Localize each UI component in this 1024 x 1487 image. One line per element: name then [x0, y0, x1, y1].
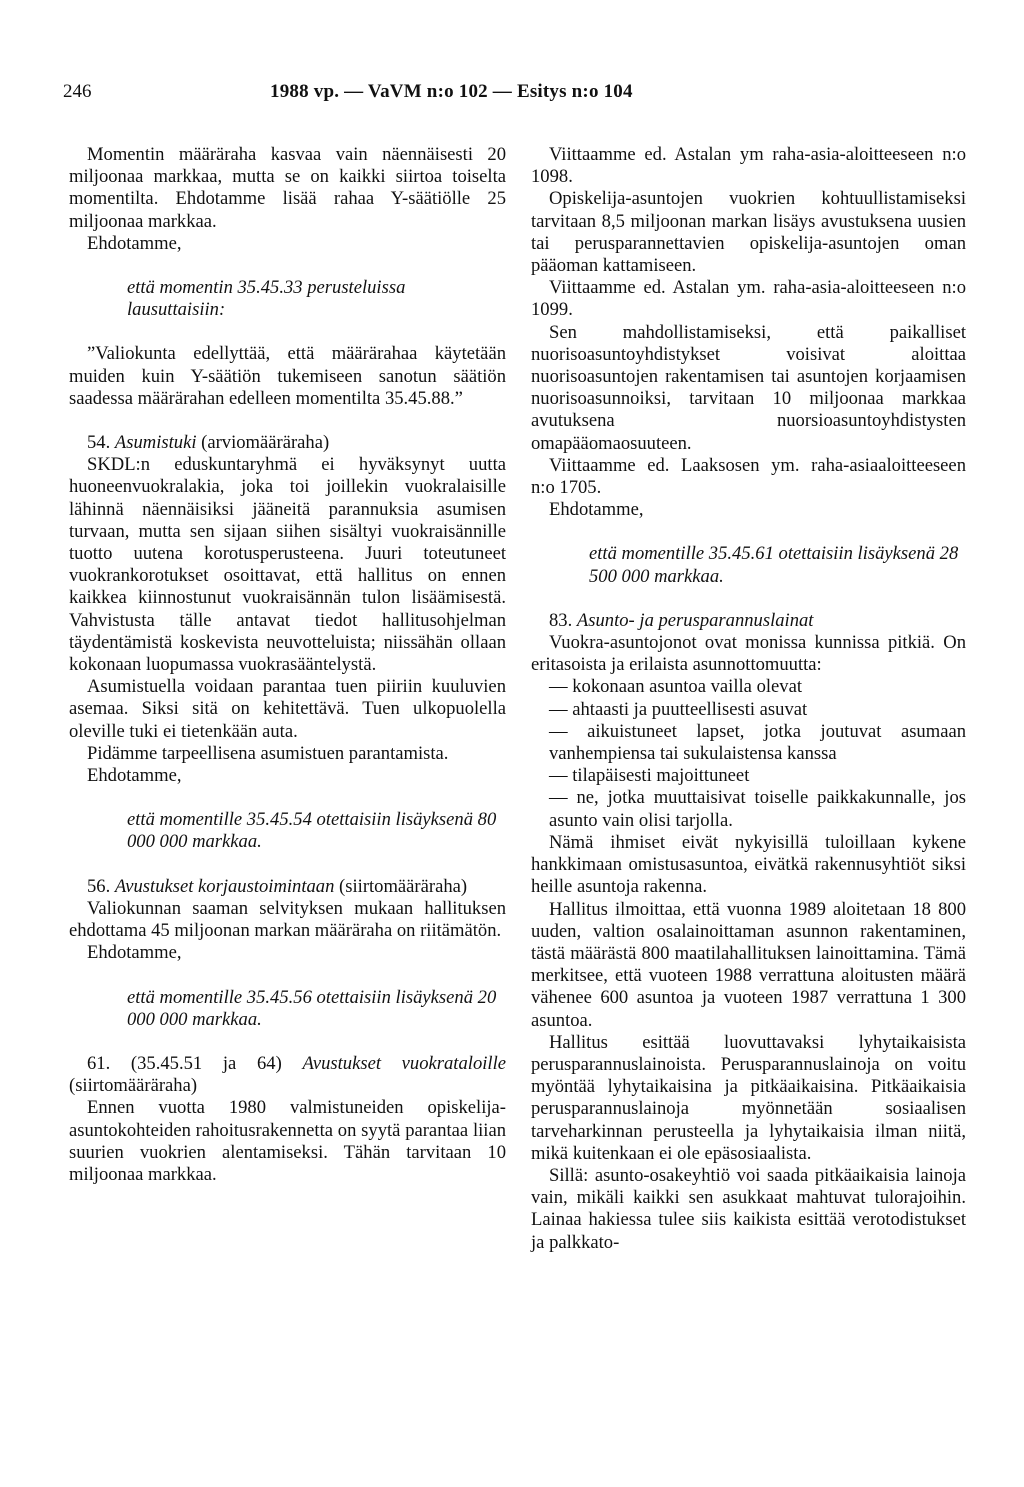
- spacer: [69, 321, 506, 343]
- proposal: että momentille 35.45.61 otettaisiin lisäyksenä 28 500 000 markkaa.: [589, 543, 959, 587]
- paragraph: Viittaamme ed. Astalan ym raha-asia-aloitteeseen n:o 1098.: [531, 144, 966, 188]
- section-heading-61: [69, 1053, 506, 1097]
- paragraph: Asumistuella voidaan parantaa tuen piiriin kuuluvien asemaa. Siksi sitä on kehitettävä. Tuen ulkopuolella oleville tuki ei tietenkään auta.: [69, 676, 506, 742]
- paragraph: SKDL:n eduskuntaryhmä ei hyväksynyt uutta huoneenvuokralakia, joka toi joillekin vuokralaisille lähinnä näennäisiksi jääneitä parannuksia asumisen turvaan, mutta sen sijaan siihen sisältyi vuokraisännille tuotto uutena korotusperusteena. Juuri toteutuneet vuokrankorotukset osoittavat, että hallitus on ennen kaikkea kiinnostunut vuokraisännän tulon lisäämisestä. Vahvistusta tälle antavat tiedot hallitusohjelman täydentämistä koskevista neuvotteluista; niissähän ollaan kokonaan luopumassa vuokrasääntelystä.: [69, 454, 506, 676]
- paragraph: Ehdotamme,: [549, 499, 644, 521]
- paragraph: Opiskelija-asuntojen vuokrien kohtuullistamiseksi tarvitaan 8,5 miljoonan markan lisäys avustuksena uusien tai perusparannettavien opiskelija-asuntojen oman pääoman kattamiseen.: [531, 188, 966, 277]
- section-title: Asumistuki: [114, 432, 197, 454]
- paragraph: Momentin määräraha kasvaa vain näennäisesti 20 miljoonaa markkaa, mutta se on kaikki siirtoa toiselta momentilta. Ehdotamme lisää rahaa Y-säätiölle 25 miljoonaa markkaa.: [69, 144, 506, 232]
- spacer: [69, 787, 506, 809]
- list-item: — tilapäisesti majoittuneet: [549, 765, 750, 787]
- section-type: (siirtomääräraha): [69, 1075, 198, 1097]
- section-number: 61. (35.45.51 ja 64): [87, 1052, 282, 1074]
- paragraph: Ehdotamme,: [87, 942, 182, 964]
- section-number: 54.: [87, 432, 111, 454]
- left-column: [69, 144, 506, 1186]
- spacer: [69, 854, 506, 876]
- section-type: (siirtomääräraha): [334, 875, 468, 897]
- paragraph: Ehdotamme,: [87, 232, 182, 254]
- paragraph: Pidämme tarpeellisena asumistuen parantamista.: [87, 742, 449, 764]
- section-title: Avustukset korjaustoimintaan: [114, 875, 335, 897]
- section-heading-54: [69, 432, 506, 454]
- paragraph: Valiokunnan saaman selvityksen mukaan hallituksen ehdottama 45 miljoonan markan määräraha on riitämätön.: [69, 897, 506, 942]
- section-heading-83: [531, 610, 966, 632]
- section-type: (arviomääräraha): [196, 432, 330, 454]
- paragraph: Hallitus esittää luovuttavaksi lyhytaikaisista perusparannuslainoista. Perusparannuslainoja on voitu myöntää lyhytaikaisina ja pitkäaikaisina. Pitkäaikaisia perusparannuslainoja myönnetään sosiaalisen tarveharkinnan perusteella ja lyhytaikaisia ilman niitä, mikä kuitenkaan ei ole epäsosiaalista.: [531, 1031, 966, 1164]
- spacer: [69, 1031, 506, 1053]
- spacer: [69, 410, 506, 432]
- spacer: [531, 588, 966, 610]
- paragraph: Viittaamme ed. Astalan ym. raha-asia-aloitteeseen n:o 1099.: [531, 277, 966, 321]
- list-item: — kokonaan asuntoa vailla olevat: [549, 676, 803, 698]
- proposal: että momentille 35.45.54 otettaisiin lisäyksenä 80 000 000 markkaa.: [127, 809, 497, 853]
- section-number: 83.: [549, 609, 573, 631]
- paragraph: Sillä: asunto-osakeyhtiö voi saada pitkäaikaisia lainoja vain, mikäli kaikki sen asukkaat mahtuvat tulorajoihin. Lainaa hakiessa tulee siis kaikista esittää verotodistukset ja palkkato-: [531, 1164, 966, 1253]
- paragraph: Nämä ihmiset eivät nykyisillä tuloillaan kykene hankkimaan omistusasuntoa, eivätkä rakennusyhtiöt siksi heille asuntoja rakenna.: [531, 831, 966, 898]
- spacer: [531, 521, 966, 543]
- page-number: 246: [63, 81, 92, 102]
- list-item: — ne, jotka muuttaisivat toiselle paikkakunnalle, jos asunto vain olisi tarjolla.: [549, 787, 966, 831]
- proposal: että momentille 35.45.56 otettaisiin lisäyksenä 20 000 000 markkaa.: [127, 986, 497, 1030]
- proposal: että momentin 35.45.33 perusteluissa lausuttaisiin:: [127, 277, 406, 321]
- paragraph: Sen mahdollistamiseksi, että paikalliset nuorisoasuntoyhdistykset voisivat aloittaa nuorisoasuntojen rakentamisen tai asuntojen korjaamisen nuorisoasunnoiksi, tarvitaan 10 miljoonaa markkaa avutuksena nuorsioasuntoyhdistysten omapääomaosuuteen.: [531, 321, 966, 454]
- paragraph: Viittaamme ed. Laaksosen ym. raha-asiaaloitteeseen n:o 1705.: [531, 454, 966, 499]
- right-column: [531, 144, 966, 1254]
- paragraph: Ennen vuotta 1980 valmistuneiden opiskelija-asuntokohteiden rahoitusrakennetta on syytä parantaa liian suurien vuokrien alentamiseksi. Tähän tarvitaan 10 miljoonaa markkaa.: [69, 1097, 506, 1185]
- paragraph: Hallitus ilmoittaa, että vuonna 1989 aloitetaan 18 800 uuden, valtion osalainoittaman asunnon rakentaminen, tästä määrästä 800 maatilahallituksen lainoittamina. Tämä merkitsee, että vuoteen 1988 verrattuna aloitusten määrä vähenee 600 asuntoa ja vuoteen 1987 verrattuna 1 300 asuntoa.: [531, 898, 966, 1031]
- spacer: [69, 255, 506, 277]
- list-item: — ahtaasti ja puutteellisesti asuvat: [549, 698, 808, 720]
- list-item: — aikuistuneet lapset, jotka joutuvat asumaan vanhempiensa tai sukulaistensa kanssa: [549, 720, 966, 765]
- paragraph: Vuokra-asuntojonot ovat monissa kunnissa pitkiä. On eritasoista ja erilaista asunnottomuutta:: [531, 632, 966, 676]
- spacer: [69, 965, 506, 987]
- running-title: 1988 vp. — VaVM n:o 102 — Esitys n:o 104: [270, 81, 633, 102]
- quotation: ”Valiokunta edellyttää, että määrärahaa käytetään muiden kuin Y-säätiön tukemiseen sanotun säätiön saadessa määrärahan edelleen momentilta 35.45.88.”: [69, 343, 506, 409]
- section-number: 56.: [87, 875, 111, 897]
- section-heading-56: [69, 876, 506, 898]
- paragraph: Ehdotamme,: [87, 765, 182, 787]
- section-title: Avustukset vuokrataloille: [302, 1052, 506, 1074]
- section-title: Asunto- ja perusparannuslainat: [576, 609, 814, 631]
